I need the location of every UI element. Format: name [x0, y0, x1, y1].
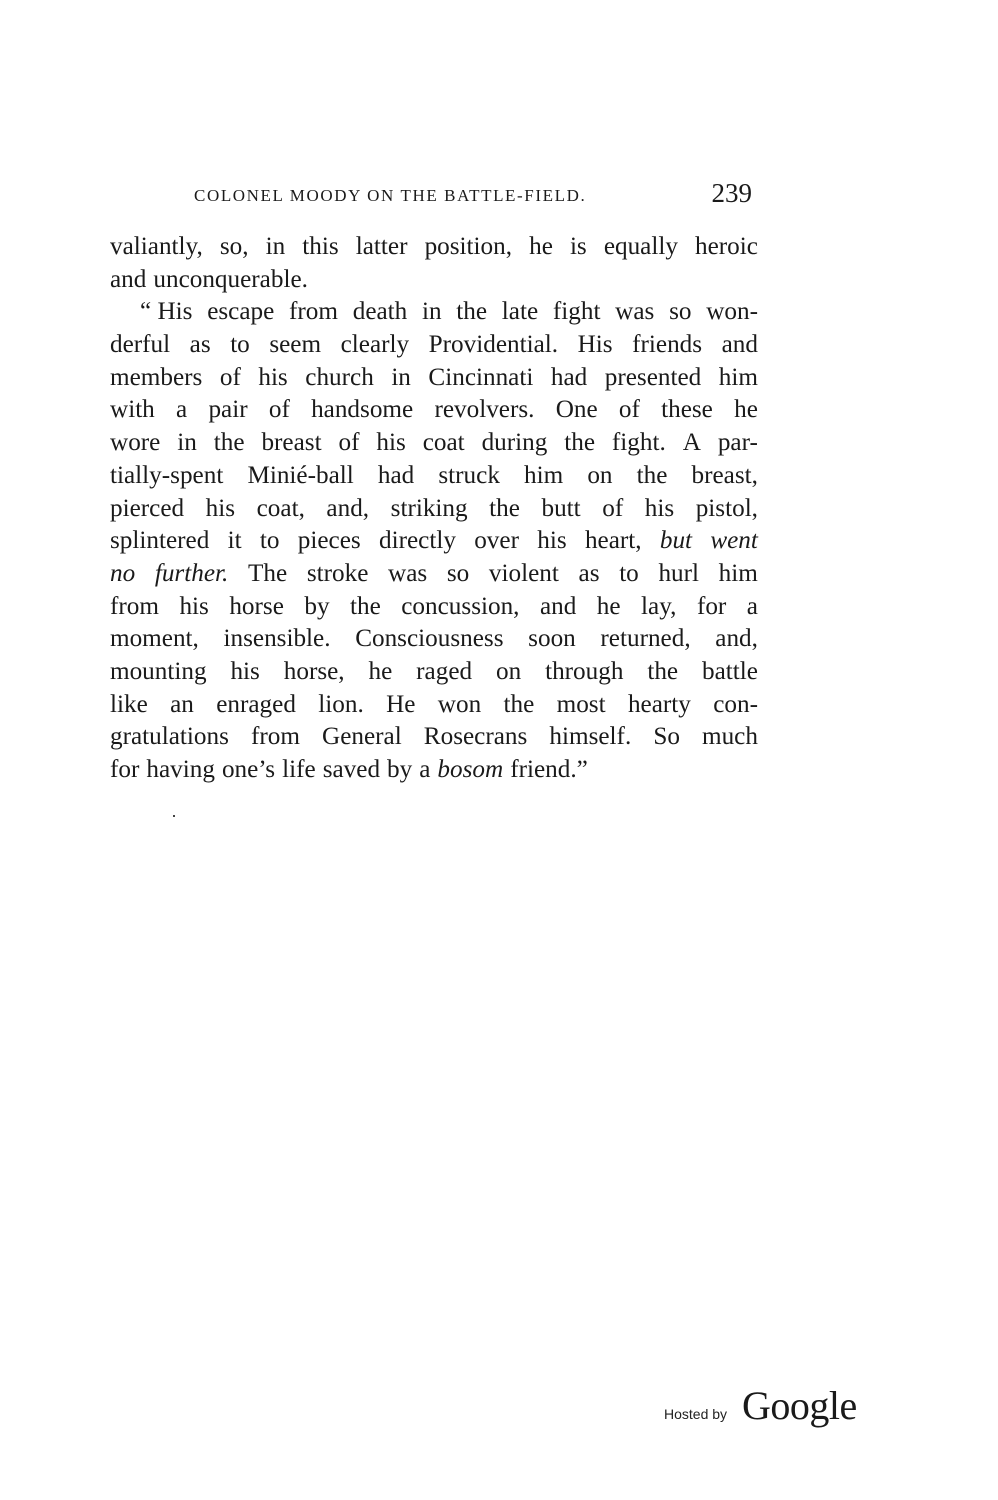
- word: pieces: [297, 527, 361, 555]
- word: valiantly,: [110, 233, 203, 260]
- word: concussion,: [401, 592, 520, 620]
- word: his: [644, 494, 675, 522]
- word: through: [545, 657, 624, 685]
- word: coat,: [256, 494, 305, 522]
- word: was: [615, 298, 655, 326]
- word: these: [661, 396, 713, 424]
- word: mounting: [110, 657, 207, 685]
- text-line: [110, 689, 758, 722]
- word: pair: [208, 396, 248, 424]
- text-line: [110, 460, 758, 493]
- word: presented: [604, 363, 702, 391]
- text-line: [110, 721, 758, 754]
- text-line: [110, 427, 758, 460]
- word: seem: [269, 331, 322, 359]
- body-text: [110, 231, 758, 787]
- word: is: [569, 233, 587, 260]
- word: the: [350, 592, 381, 620]
- word: him: [718, 559, 758, 587]
- text-line: [110, 493, 758, 526]
- word: and,: [715, 625, 758, 653]
- word: position,: [424, 233, 513, 260]
- word: One: [555, 396, 598, 424]
- word: enraged: [216, 690, 296, 718]
- word: a: [176, 396, 188, 424]
- word: much: [701, 723, 758, 751]
- word: escape: [207, 298, 275, 326]
- word: Consciousness: [355, 625, 504, 653]
- word: horse: [229, 592, 284, 620]
- word: striking: [390, 494, 468, 522]
- word: splintered: [110, 527, 210, 555]
- hosted-by-label: Hosted by: [664, 1406, 728, 1422]
- text-line: [110, 362, 758, 395]
- word: from: [289, 298, 338, 326]
- word: lion.: [318, 690, 364, 718]
- word: an: [170, 690, 194, 718]
- hosted-by-google-watermark: [664, 1382, 874, 1432]
- word: of: [618, 396, 640, 424]
- word: butt: [541, 494, 581, 522]
- word: moment,: [110, 625, 199, 653]
- word: gratulations: [110, 723, 229, 751]
- word: members: [110, 363, 203, 391]
- italic-word: but: [659, 527, 693, 555]
- word: raged: [416, 657, 473, 685]
- running-head: [194, 178, 758, 210]
- word: hearty: [627, 690, 691, 718]
- word: insensible.: [223, 625, 331, 653]
- word: and,: [326, 494, 370, 522]
- word: latter: [355, 233, 408, 260]
- word: tially-spent: [110, 461, 224, 489]
- word: church: [305, 363, 374, 391]
- word: had: [550, 363, 588, 391]
- word: as: [578, 559, 600, 587]
- word: breast: [261, 429, 322, 457]
- word: him: [524, 461, 564, 489]
- text-line: [110, 296, 758, 329]
- stray-ink-mark: [173, 815, 175, 817]
- word: battle: [702, 657, 758, 685]
- word: and: [539, 592, 577, 620]
- word: wore: [110, 429, 161, 457]
- word: par-: [717, 429, 758, 457]
- word: Rosecrans: [423, 723, 528, 751]
- word: he: [368, 657, 393, 685]
- word: the: [564, 429, 596, 457]
- word: General: [322, 723, 402, 751]
- word: one’s: [221, 756, 276, 783]
- word: horse,: [283, 657, 345, 685]
- word: in: [265, 233, 286, 260]
- word: his: [258, 363, 288, 391]
- word: pierced: [110, 494, 185, 522]
- word: his: [376, 429, 406, 457]
- word: returned,: [600, 625, 691, 653]
- word: soon: [528, 625, 576, 653]
- word: he: [734, 396, 758, 424]
- word: A: [682, 429, 701, 457]
- word: with: [110, 396, 155, 424]
- text-line: [110, 591, 758, 624]
- word: from: [110, 592, 159, 620]
- word: the: [213, 429, 245, 457]
- word: the: [456, 298, 488, 326]
- word: of: [338, 429, 360, 457]
- word: like: [110, 690, 148, 718]
- word: so: [669, 298, 692, 326]
- word: he: [596, 592, 621, 620]
- text-line: [110, 329, 758, 362]
- word: directly: [378, 527, 456, 555]
- text-line: [110, 656, 758, 689]
- text-line: [110, 558, 758, 591]
- word: for: [696, 592, 727, 620]
- word: unconquerable.: [153, 265, 308, 293]
- word: clearly: [340, 331, 410, 359]
- word: and: [721, 331, 758, 359]
- word: of: [602, 494, 624, 522]
- word: con-: [713, 690, 758, 718]
- text-line: [110, 264, 758, 297]
- word: revolvers.: [434, 396, 535, 424]
- word: during: [481, 429, 548, 457]
- word: on: [496, 657, 522, 685]
- word: his: [205, 494, 236, 522]
- italic-word: further.: [154, 559, 229, 587]
- text-line: [110, 394, 758, 427]
- word: derful: [110, 331, 171, 359]
- word: most: [556, 690, 606, 718]
- word: himself.: [549, 723, 632, 751]
- italic-word: no: [110, 559, 136, 587]
- word: fight.: [611, 429, 666, 457]
- text-line: [110, 754, 758, 787]
- word: in: [177, 429, 197, 457]
- word: was: [388, 559, 428, 587]
- word: hurl: [658, 559, 700, 587]
- word: Cincinnati: [428, 363, 534, 391]
- word: as: [189, 331, 211, 359]
- word: to: [259, 527, 280, 555]
- word: The: [247, 559, 288, 587]
- word: to: [619, 559, 639, 587]
- word: heroic: [695, 233, 758, 260]
- word: His: [577, 331, 613, 359]
- google-logo: Google: [742, 1383, 857, 1428]
- text-line: [110, 231, 758, 264]
- word: Minié-ball: [247, 461, 354, 489]
- word: over: [474, 527, 519, 555]
- word: from: [250, 723, 300, 751]
- word: his: [230, 657, 260, 685]
- word: struck: [438, 461, 500, 489]
- word: friends: [632, 331, 703, 359]
- word: pistol,: [695, 494, 758, 522]
- word: so,: [219, 233, 249, 260]
- word: life: [282, 756, 316, 783]
- word: the: [636, 461, 668, 489]
- page-number: 239: [711, 178, 752, 208]
- word: So: [653, 723, 680, 751]
- word: him: [718, 363, 758, 391]
- word: won: [437, 690, 482, 718]
- word: heart,: [584, 527, 642, 555]
- word: lay,: [641, 592, 677, 620]
- word: saved: [322, 756, 381, 783]
- word: equally: [603, 233, 678, 260]
- word: He: [386, 690, 416, 718]
- word: by: [304, 592, 330, 620]
- word: death: [352, 298, 408, 326]
- word: a: [419, 756, 431, 783]
- word: his: [537, 527, 567, 555]
- word: it: [227, 527, 242, 555]
- word: he: [529, 233, 553, 260]
- word: on: [587, 461, 613, 489]
- word: in: [421, 298, 442, 326]
- word: and: [110, 265, 147, 293]
- text-line: [110, 525, 758, 558]
- word: his: [179, 592, 209, 620]
- italic-word: bosom: [437, 756, 504, 783]
- word: the: [503, 690, 535, 718]
- italic-word: went: [710, 527, 758, 555]
- word: late: [501, 298, 539, 326]
- word: having: [146, 756, 215, 783]
- word: of: [219, 363, 241, 391]
- word: breast,: [691, 461, 758, 489]
- word: the: [489, 494, 520, 522]
- word: for: [110, 756, 140, 783]
- word: friend.”: [510, 756, 588, 783]
- word: so: [446, 559, 470, 587]
- word: to: [230, 331, 250, 359]
- word: a: [746, 592, 758, 620]
- word: violent: [488, 559, 559, 587]
- word: fight: [552, 298, 601, 326]
- word: handsome: [311, 396, 414, 424]
- word: coat: [422, 429, 465, 457]
- word: the: [647, 657, 679, 685]
- word: in: [391, 363, 411, 391]
- running-title: COLONEL MOODY ON THE BATTLE-FIELD.: [194, 186, 587, 205]
- word: had: [377, 461, 415, 489]
- word: stroke: [306, 559, 369, 587]
- text-line: [110, 623, 758, 656]
- word: Providential.: [428, 331, 559, 359]
- word: this: [302, 233, 339, 260]
- word: by: [387, 756, 413, 783]
- word: of: [268, 396, 290, 424]
- word: “ His: [140, 298, 193, 326]
- word: won-: [706, 298, 758, 326]
